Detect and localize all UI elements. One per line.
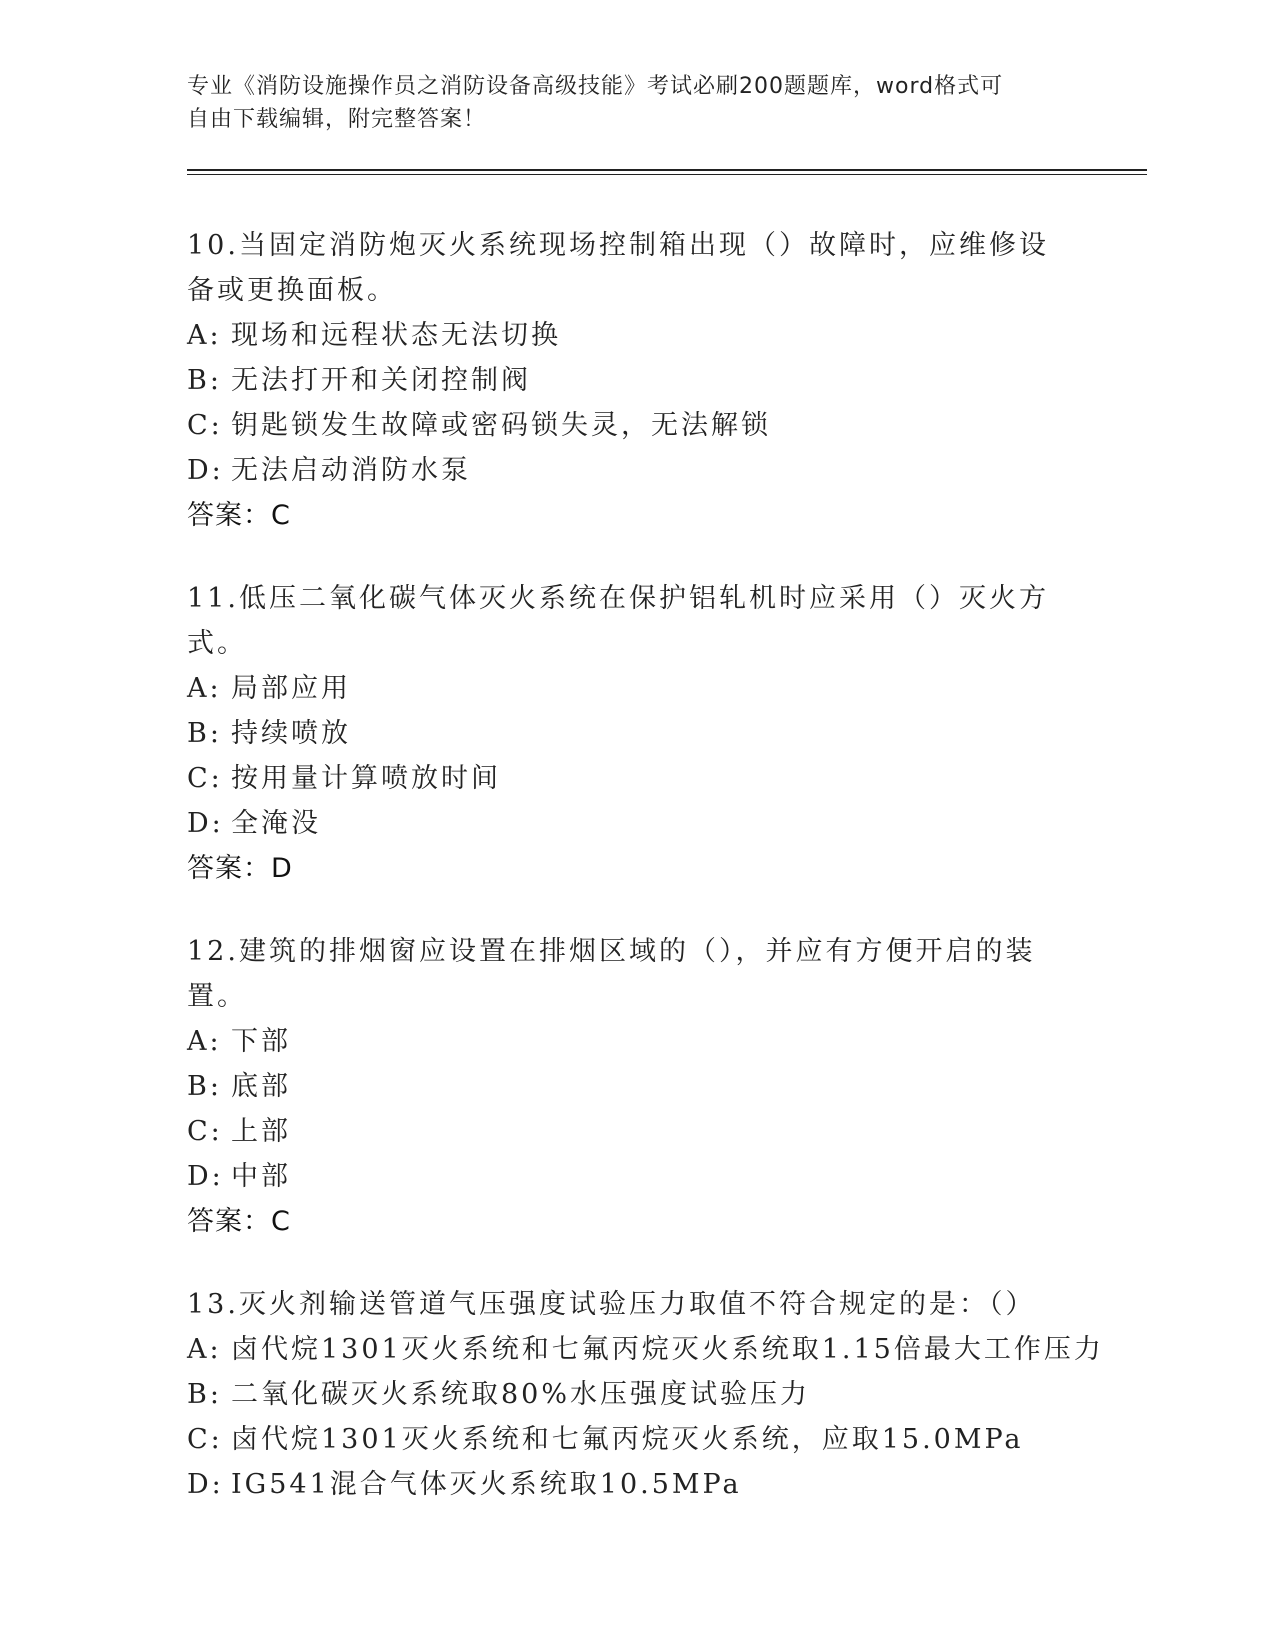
option-letter: A: bbox=[187, 1334, 222, 1365]
option-text: 无法启动消防水泵 bbox=[231, 455, 471, 486]
question-11 bbox=[187, 576, 1147, 891]
header-divider bbox=[187, 169, 1147, 171]
option-letter: D: bbox=[187, 808, 224, 839]
option-text: 钥匙锁发生故障或密码锁失灵，无法解锁 bbox=[231, 410, 771, 441]
option-letter: A: bbox=[187, 320, 222, 351]
option-d bbox=[187, 448, 1147, 493]
option-text: 上部 bbox=[231, 1116, 291, 1147]
option-text: 按用量计算喷放时间 bbox=[231, 763, 501, 794]
option-text: 下部 bbox=[231, 1026, 291, 1057]
document-page bbox=[187, 70, 1147, 1545]
question-13 bbox=[187, 1282, 1147, 1507]
option-c bbox=[187, 403, 1147, 448]
option-letter: D: bbox=[187, 1161, 224, 1192]
option-text: 持续喷放 bbox=[231, 718, 351, 749]
option-letter: C: bbox=[187, 763, 223, 794]
answer-line: 答案：C bbox=[187, 500, 291, 531]
option-a bbox=[187, 313, 1147, 358]
option-letter: D: bbox=[187, 1469, 224, 1500]
option-c bbox=[187, 756, 1147, 801]
header-line-1: 专业《消防设施操作员之消防设备高级技能》考试必刷200题题库，word格式可 bbox=[187, 74, 1004, 99]
question-stem: 12.建筑的排烟窗应设置在排烟区域的（），并应有方便开启的装置。 bbox=[187, 936, 1036, 1012]
question-10 bbox=[187, 223, 1147, 538]
option-text: 中部 bbox=[231, 1161, 291, 1192]
document-header bbox=[187, 70, 1147, 136]
option-letter: B: bbox=[187, 718, 222, 749]
answer-line: 答案：D bbox=[187, 853, 293, 884]
option-text: 卤代烷1301灭火系统和七氟丙烷灭火系统，应取15.0MPa bbox=[231, 1424, 1024, 1455]
question-stem: 10.当固定消防炮灭火系统现场控制箱出现（）故障时，应维修设备或更换面板。 bbox=[187, 230, 1049, 306]
option-letter: B: bbox=[187, 1071, 222, 1102]
question-12 bbox=[187, 929, 1147, 1244]
answer-line: 答案：C bbox=[187, 1206, 291, 1237]
option-text: 二氧化碳灭火系统取80%水压强度试验压力 bbox=[231, 1379, 811, 1410]
option-b bbox=[187, 1372, 1147, 1417]
option-text: 现场和远程状态无法切换 bbox=[231, 320, 561, 351]
question-stem: 13.灭火剂输送管道气压强度试验压力取值不符合规定的是：（） bbox=[187, 1289, 1036, 1320]
option-a bbox=[187, 1327, 1147, 1372]
option-d bbox=[187, 1462, 1147, 1507]
option-text: 局部应用 bbox=[231, 673, 351, 704]
option-letter: D: bbox=[187, 455, 224, 486]
option-letter: C: bbox=[187, 1116, 223, 1147]
option-text: 全淹没 bbox=[231, 808, 321, 839]
option-c bbox=[187, 1417, 1147, 1462]
option-c bbox=[187, 1109, 1147, 1154]
option-d bbox=[187, 801, 1147, 846]
option-text: 卤代烷1301灭火系统和七氟丙烷灭火系统取1.15倍最大工作压力 bbox=[231, 1334, 1104, 1365]
option-text: 无法打开和关闭控制阀 bbox=[231, 365, 531, 396]
option-letter: C: bbox=[187, 1424, 223, 1455]
option-letter: A: bbox=[187, 1026, 222, 1057]
question-stem: 11.低压二氧化碳气体灭火系统在保护铝轧机时应采用（）灭火方式。 bbox=[187, 583, 1049, 659]
option-d bbox=[187, 1154, 1147, 1199]
option-letter: B: bbox=[187, 365, 222, 396]
option-b bbox=[187, 1064, 1147, 1109]
option-letter: C: bbox=[187, 410, 223, 441]
option-text: IG541混合气体灭火系统取10.5MPa bbox=[231, 1469, 742, 1500]
option-a bbox=[187, 1019, 1147, 1064]
header-line-2: 自由下载编辑，附完整答案！ bbox=[187, 107, 487, 132]
option-letter: A: bbox=[187, 673, 222, 704]
option-a bbox=[187, 666, 1147, 711]
option-letter: B: bbox=[187, 1379, 222, 1410]
option-b bbox=[187, 711, 1147, 756]
option-text: 底部 bbox=[231, 1071, 291, 1102]
question-list bbox=[187, 223, 1147, 1507]
option-b bbox=[187, 358, 1147, 403]
